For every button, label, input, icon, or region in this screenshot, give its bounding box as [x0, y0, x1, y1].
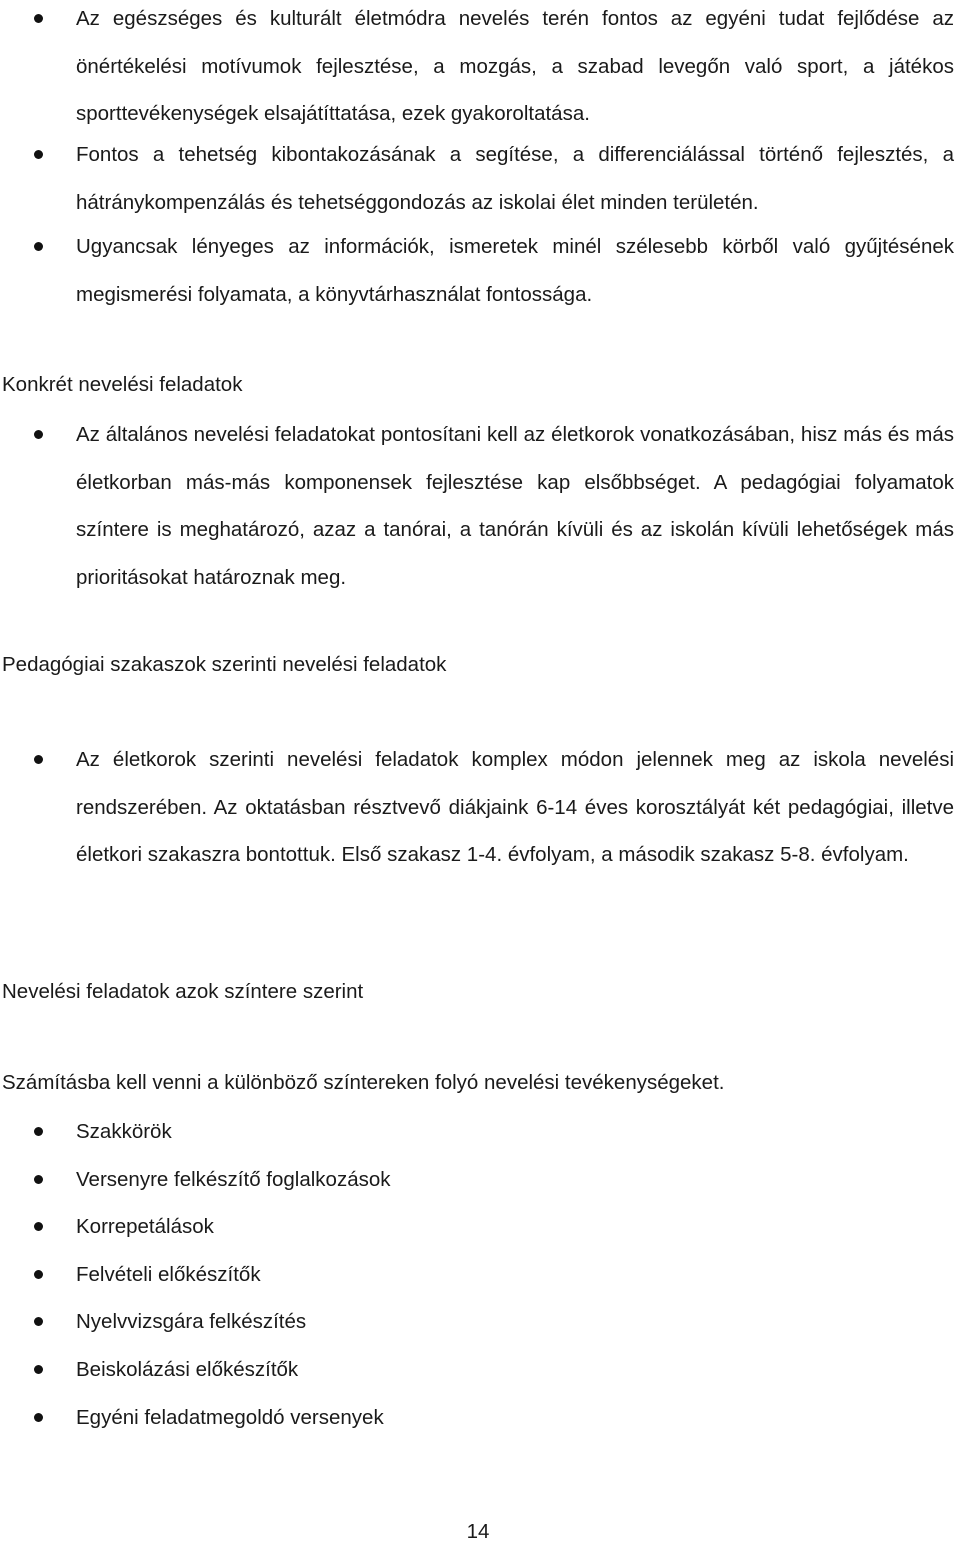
list-item-text: Felvételi előkészítők: [76, 1263, 261, 1286]
bullet-icon: [34, 1222, 43, 1231]
bullet-icon: [34, 150, 43, 159]
list-item-text: Egyéni feladatmegoldó versenyek: [76, 1406, 384, 1429]
bullet-icon: [34, 1317, 43, 1326]
bullet-icon: [34, 14, 43, 23]
bullet-icon: [34, 755, 43, 764]
bullet-icon: [34, 242, 43, 251]
bullet-icon: [34, 1270, 43, 1279]
bullet-icon: [34, 430, 43, 439]
paragraph-text: Az életkorok szerinti nevelési feladatok komplex módon jelennek meg az iskola nevelési rendszerében. Az oktatásban résztvevő diákjaink 6-14 éves korosztályát két pedagógiai, illetve életkori szakaszra bontottuk. Első szakasz 1-4. évfolyam, a második szakasz 5-8. évfolyam.: [76, 748, 954, 866]
page-number: 14: [466, 1520, 490, 1543]
paragraph-text: Ugyancsak lényeges az információk, ismeretek minél szélesebb körből való gyűjtésének megismerési folyamata, a könyvtárhasználat fontossága.: [76, 235, 954, 306]
bullet-icon: [34, 1365, 43, 1374]
bullet-icon: [34, 1127, 43, 1136]
bullet-icon: [34, 1413, 43, 1422]
intro-text: Számításba kell venni a különböző színtereken folyó nevelési tevékenységeket.: [2, 1071, 725, 1094]
list-item-text: Szakkörök: [76, 1120, 172, 1143]
list-item-text: Nyelvvizsgára felkészítés: [76, 1310, 307, 1333]
list-item-text: Korrepetálások: [76, 1215, 214, 1238]
section-heading: Konkrét nevelési feladatok: [2, 373, 243, 396]
list-item-text: Beiskolázási előkészítők: [76, 1358, 299, 1381]
paragraph-text: Az egészséges és kulturált életmódra nevelés terén fontos az egyéni tudat fejlődése az önértékelési motívumok fejlesztése, a mozgás, a szabad levegőn való sport, a játékos sporttevékenységek elsajátíttatása, ezek gyakoroltatása.: [76, 7, 954, 125]
list-item-text: Versenyre felkészítő foglalkozások: [76, 1168, 391, 1191]
paragraph-text: Az általános nevelési feladatokat pontosítani kell az életkorok vonatkozásában, hisz más és más életkorban más-más komponensek fejlesztése kap elsőbbséget. A pedagógiai folyamatok színtere is meghatározó, azaz a tanórai, a tanórán kívüli és az iskolán kívüli lehetőségek más prioritásokat határoznak meg.: [76, 423, 954, 589]
section-heading: Nevelési feladatok azok színtere szerint: [2, 980, 364, 1003]
paragraph-text: Fontos a tehetség kibontakozásának a segítése, a differenciálással történő fejlesztés, a hátránykompenzálás és tehetséggondozás az iskolai élet minden területén.: [76, 143, 954, 214]
bullet-icon: [34, 1175, 43, 1184]
section-heading: Pedagógiai szakaszok szerinti nevelési feladatok: [2, 653, 447, 676]
